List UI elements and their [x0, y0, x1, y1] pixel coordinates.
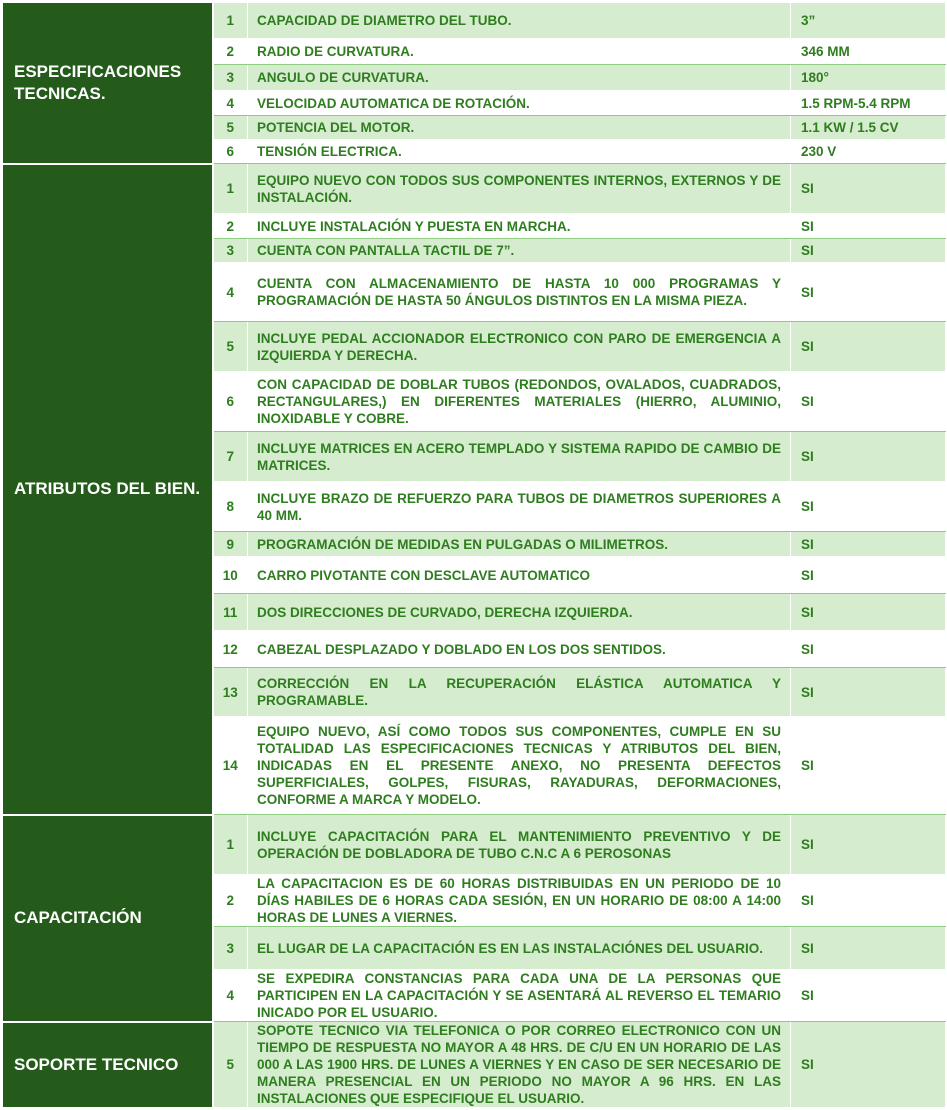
row-number: 7 — [213, 432, 248, 482]
table-row — [3, 815, 946, 875]
row-value: SI — [791, 815, 946, 875]
row-value: SI — [791, 532, 946, 557]
row-description: VELOCIDAD AUTOMATICA DE ROTACIÓN. — [248, 91, 791, 116]
row-value: SI — [791, 631, 946, 668]
row-description: CUENTA CON PANTALLA TACTIL DE 7”. — [248, 239, 791, 263]
row-description: TENSIÓN ELECTRICA. — [248, 140, 791, 164]
row-number: 5 — [213, 322, 248, 372]
row-number: 14 — [213, 717, 248, 815]
table-row — [3, 3, 946, 39]
row-description: CABEZAL DESPLAZADO Y DOBLADO EN LOS DOS SENTIDOS. — [248, 631, 791, 668]
row-number: 5 — [213, 1022, 248, 1108]
row-number: 1 — [213, 3, 248, 39]
row-value: SI — [791, 214, 946, 239]
row-number: 2 — [213, 214, 248, 239]
row-description: CUENTA CON ALMACENAMIENTO DE HASTA 10 000 PROGRAMAS Y PROGRAMACIÓN DE HASTA 50 ÁNGULOS DISTINTOS EN LA MISMA PIEZA. — [248, 263, 791, 322]
specifications-table — [2, 2, 946, 1109]
row-description: RADIO DE CURVATURA. — [248, 39, 791, 65]
row-value: 230 V — [791, 140, 946, 164]
row-description: INCLUYE MATRICES EN ACERO TEMPLADO Y SISTEMA RAPIDO DE CAMBIO DE MATRICES. — [248, 432, 791, 482]
row-value: SI — [791, 372, 946, 432]
row-number: 13 — [213, 668, 248, 717]
section-title-soporte: SOPORTE TECNICO — [3, 1022, 213, 1108]
row-value: SI — [791, 322, 946, 372]
row-description: PROGRAMACIÓN DE MEDIDAS EN PULGADAS O MILIMETROS. — [248, 532, 791, 557]
row-value: SI — [791, 970, 946, 1022]
row-value: 346 MM — [791, 39, 946, 65]
row-number: 10 — [213, 557, 248, 594]
row-number: 4 — [213, 263, 248, 322]
row-value: SI — [791, 164, 946, 214]
section-title-especificaciones: ESPECIFICACIONES TECNICAS. — [3, 3, 213, 164]
row-value: SI — [791, 927, 946, 970]
row-description: LA CAPACITACION ES DE 60 HORAS DISTRIBUIDAS EN UN PERIODO DE 10 DÍAS HABILES DE 6 HORAS CADA SESIÓN, EN UN HORARIO DE 08:00 A 14:00 HORAS DE LUNES A VIERNES. — [248, 875, 791, 927]
row-description: INCLUYE BRAZO DE REFUERZO PARA TUBOS DE DIAMETROS SUPERIORES A 40 MM. — [248, 482, 791, 532]
row-value: 1.1 KW / 1.5 CV — [791, 116, 946, 140]
row-number: 3 — [213, 927, 248, 970]
row-description: EQUIPO NUEVO CON TODOS SUS COMPONENTES INTERNOS, EXTERNOS Y DE INSTALACIÓN. — [248, 164, 791, 214]
row-description: INCLUYE PEDAL ACCIONADOR ELECTRONICO CON PARO DE EMERGENCIA A IZQUIERDA Y DERECHA. — [248, 322, 791, 372]
row-value: SI — [791, 717, 946, 815]
row-value: SI — [791, 263, 946, 322]
row-number: 4 — [213, 970, 248, 1022]
row-value: SI — [791, 557, 946, 594]
section-title-capacitacion: CAPACITACIÓN — [3, 815, 213, 1022]
row-value: 3” — [791, 3, 946, 39]
row-number: 12 — [213, 631, 248, 668]
row-number: 11 — [213, 594, 248, 631]
row-number: 9 — [213, 532, 248, 557]
row-value: SI — [791, 668, 946, 717]
row-value: 1.5 RPM-5.4 RPM — [791, 91, 946, 116]
table-row — [3, 164, 946, 214]
row-description: POTENCIA DEL MOTOR. — [248, 116, 791, 140]
row-number: 5 — [213, 116, 248, 140]
row-number: 3 — [213, 239, 248, 263]
row-description: CON CAPACIDAD DE DOBLAR TUBOS (REDONDOS, OVALADOS, CUADRADOS, RECTANGULARES,) EN DIFERENTES MATERIALES (HIERRO, ALUMINIO, INOXIDABLE Y COBRE. — [248, 372, 791, 432]
row-description: DOS DIRECCIONES DE CURVADO, DERECHA IZQUIERDA. — [248, 594, 791, 631]
row-description: INCLUYE CAPACITACIÓN PARA EL MANTENIMIENTO PREVENTIVO Y DE OPERACIÓN DE DOBLADORA DE TUBO C.N.C A 6 PEROSONAS — [248, 815, 791, 875]
row-value: SI — [791, 432, 946, 482]
row-description: EQUIPO NUEVO, ASÍ COMO TODOS SUS COMPONENTES, CUMPLE EN SU TOTALIDAD LAS ESPECIFICACIONES TECNICAS Y ATRIBUTOS DEL BIEN, INDICADAS EN EL PRESENTE ANEXO, NO PRESENTA DEFECTOS SUPERFICIALES, GOLPES, FISURAS, RAYADURAS, DEFORMACIONES, CONFORME A MARCA Y MODELO. — [248, 717, 791, 815]
row-number: 2 — [213, 875, 248, 927]
section-title-atributos: ATRIBUTOS DEL BIEN. — [3, 164, 213, 815]
row-description: SOPOTE TECNICO VIA TELEFONICA O POR CORREO ELECTRONICO CON UN TIEMPO DE RESPUESTA NO MAYOR A 48 HRS. DE C/U EN UN HORARIO DE LAS 000 A LAS 1900 HRS. DE LUNES A VIERNES Y EN CASO DE SER NECESARIO DE MANERA PRESENCIAL EN UN PERIODO NO MAYOR A 96 HRS. EN LAS INSTALACIONES QUE ESPECIFIQUE EL USUARIO. — [248, 1022, 791, 1108]
row-number: 2 — [213, 39, 248, 65]
row-description: ANGULO DE CURVATURA. — [248, 65, 791, 91]
row-value: SI — [791, 239, 946, 263]
row-description: EL LUGAR DE LA CAPACITACIÓN ES EN LAS INSTALACIÓNES DEL USUARIO. — [248, 927, 791, 970]
row-number: 3 — [213, 65, 248, 91]
row-number: 6 — [213, 372, 248, 432]
row-value: 180° — [791, 65, 946, 91]
row-value: SI — [791, 875, 946, 927]
row-value: SI — [791, 594, 946, 631]
row-number: 4 — [213, 91, 248, 116]
row-number: 1 — [213, 164, 248, 214]
row-description: CORRECCIÓN EN LA RECUPERACIÓN ELÁSTICA AUTOMATICA Y PROGRAMABLE. — [248, 668, 791, 717]
row-number: 8 — [213, 482, 248, 532]
row-value: SI — [791, 1022, 946, 1108]
row-description: CAPACIDAD DE DIAMETRO DEL TUBO. — [248, 3, 791, 39]
row-number: 6 — [213, 140, 248, 164]
row-description: INCLUYE INSTALACIÓN Y PUESTA EN MARCHA. — [248, 214, 791, 239]
row-number: 1 — [213, 815, 248, 875]
row-description: SE EXPEDIRA CONSTANCIAS PARA CADA UNA DE LA PERSONAS QUE PARTICIPEN EN LA CAPACITACIÓN Y SE ASENTARÁ AL REVERSO EL TEMARIO INICADO POR EL USUARIO. — [248, 970, 791, 1022]
row-value: SI — [791, 482, 946, 532]
table-row — [3, 1022, 946, 1108]
row-description: CARRO PIVOTANTE CON DESCLAVE AUTOMATICO — [248, 557, 791, 594]
